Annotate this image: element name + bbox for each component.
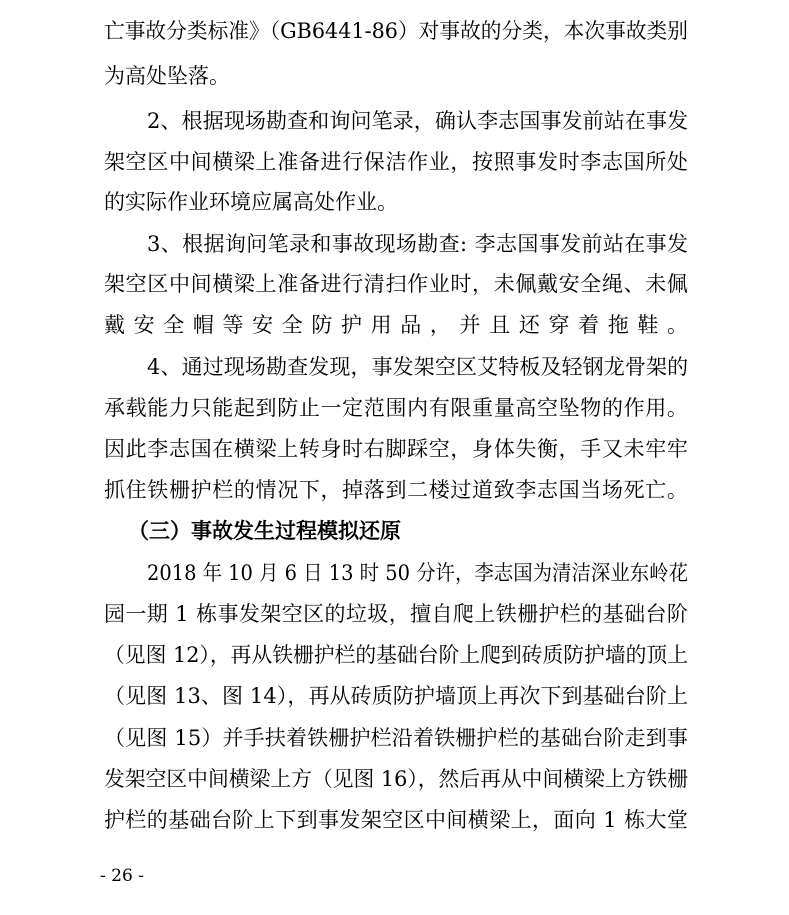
document-page: 亡事故分类标准》（GB6441-86）对事故的分类，本次事故类别 为高处坠落。 2、根据现场勘查和询问笔录，确认李志国事发前站在事发 架空区中间横梁上准备进行保洁作业，按照事发时李志国所处 的实际作业环境应属高处作业。 3、根据询问笔录和事故现场勘查: 李志国事发前站在事发 架空区中间横梁上准备进行清扫作业时，未佩戴安全绳、未佩 戴安全帽等安全防护用品，并且还穿着拖鞋。 4、通过现场勘查发现，事发架空区艾特板及轻钢龙骨架的 承载能力只能起到防止一定范围内有限重量高空坠物的作用。 因此李志国在横梁上转身时右脚踩空，身体失衡，手又未牢牢 抓住铁栅护栏的情况下，掉落到二楼过道致李志国当场死亡。 （三）事故发生过程模拟还原 2018 年 10 月 6 日 13 时 50 分许，李志国为清洁深业东岭花 园一期 1 栋事发架空区的垃圾，擅自爬上铁栅护栏的基础台阶 （见图 12），再从铁栅护栏的基础台阶上爬到砖质防护墙的顶上 （见图 13、图 14），再从砖质防护墙顶上再次下到基础台阶上 （见图 15）并手扶着铁栅护栏沿着铁栅护栏的基础台阶走到事 发架空区中间横梁上方（见图 16），然后再从中间横梁上方铁栅 护栏的基础台阶上下到事发架空区中间横梁上，面向 1 栋大堂 - 26 - <box>100 19 697 886</box>
page-number: - 26 - <box>100 866 144 886</box>
